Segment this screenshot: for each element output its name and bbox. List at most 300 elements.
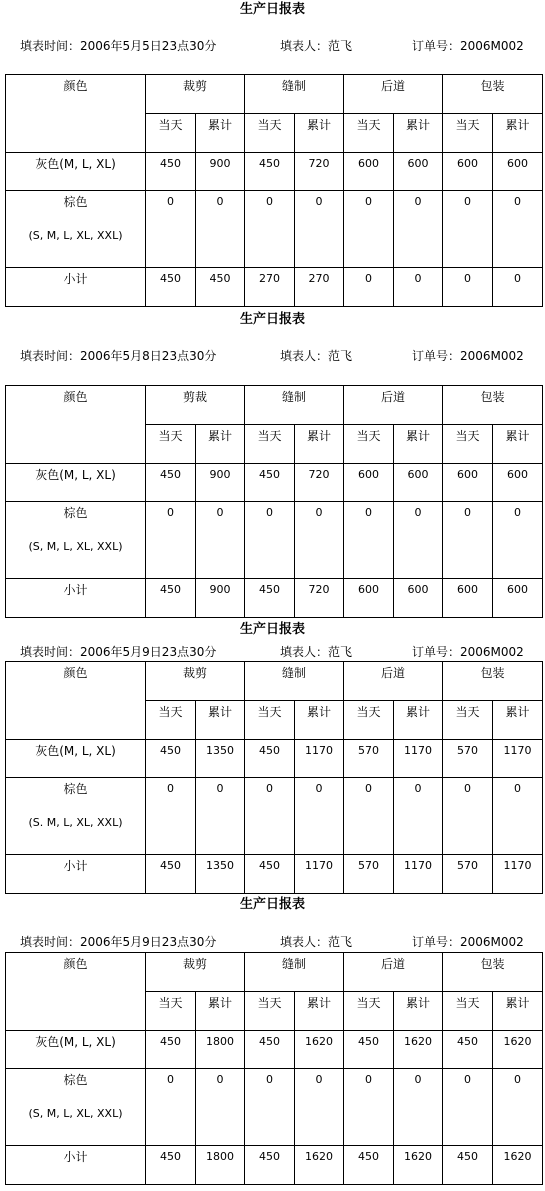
header-row: [6, 662, 543, 701]
fill-date: 填表时间：2006年5月9日23点30分: [20, 645, 217, 659]
color-header: [6, 75, 146, 153]
stage-header-label: 缝制: [282, 79, 307, 93]
value: 600: [507, 157, 529, 170]
value-cell: [146, 579, 196, 618]
value-cell: [146, 153, 196, 191]
value-cell: [295, 740, 344, 778]
value-cell: [394, 502, 443, 579]
value: 0: [266, 1073, 274, 1086]
value-cell: [146, 464, 196, 502]
value: 570: [358, 744, 380, 757]
value: 1620: [305, 1150, 334, 1163]
value: 450: [457, 1150, 479, 1163]
value-cell: [344, 855, 394, 894]
subheader-label: 当天: [158, 429, 183, 443]
value: 0: [216, 195, 224, 208]
stage-header: [146, 953, 245, 992]
subheader-label: 当天: [257, 429, 282, 443]
subheader-label: 累计: [307, 705, 332, 719]
value: 0: [414, 195, 422, 208]
value-cell: [196, 855, 245, 894]
fill-date: 填表时间：2006年5月5日23点30分: [20, 39, 217, 53]
value-cell: [394, 855, 443, 894]
value-cell: [146, 268, 196, 307]
subheader-label: 当天: [158, 705, 183, 719]
subheader-label: 当天: [257, 996, 282, 1010]
subheader-label: 累计: [406, 705, 431, 719]
row-name-cell: [6, 778, 146, 855]
value: 1170: [404, 859, 433, 872]
value-cell: [146, 502, 196, 579]
value-cell: [493, 740, 543, 778]
value: 0: [315, 782, 323, 795]
value-cell: [245, 464, 295, 502]
subheader-cell: [196, 992, 245, 1031]
subheader-cell: [245, 114, 295, 153]
subheader-label: 累计: [307, 996, 332, 1010]
subheader-cell: [443, 701, 493, 740]
filler-name: 填表人：范飞: [280, 349, 353, 363]
row-size-range: (S, M, L, XL, XXL): [28, 1107, 123, 1120]
value-cell: [295, 464, 344, 502]
subheader-label: 当天: [356, 429, 381, 443]
fill-date: 填表时间：2006年5月9日23点30分: [20, 935, 217, 949]
subheader-cell: [344, 114, 394, 153]
row-name-cell: [6, 855, 146, 894]
row-name: 棕色: [63, 195, 88, 209]
subheader-label: 累计: [307, 118, 332, 132]
subheader-label: 当天: [356, 118, 381, 132]
value-cell: [146, 778, 196, 855]
row-name-cell: [6, 1069, 146, 1146]
subheader-cell: [295, 114, 344, 153]
row-name-cell: [6, 740, 146, 778]
header-row: [6, 75, 543, 114]
value: 570: [457, 859, 479, 872]
stage-header-label: 后道: [381, 79, 406, 93]
table-row: [6, 579, 543, 618]
subheader-label: 累计: [406, 996, 431, 1010]
subheader-cell: [344, 425, 394, 464]
value: 0: [167, 506, 174, 519]
subheader-label: 累计: [208, 705, 233, 719]
stage-header-label: 后道: [381, 957, 406, 971]
stage-header-label: 包装: [480, 79, 505, 93]
subheader-label: 累计: [505, 996, 530, 1010]
table-row: [6, 191, 543, 268]
row-name: 小计: [63, 1150, 88, 1164]
report-title: 生产日报表: [239, 312, 305, 327]
value: 600: [358, 157, 380, 170]
value-cell: [245, 191, 295, 268]
value: 570: [457, 744, 479, 757]
value-cell: [196, 1146, 245, 1185]
color-header: [6, 662, 146, 740]
value: 0: [414, 272, 422, 285]
subheader-label: 当天: [158, 996, 183, 1010]
value: 600: [358, 583, 380, 596]
value: 0: [315, 195, 323, 208]
value-cell: [146, 740, 196, 778]
filler-name: 填表人：范飞: [280, 935, 353, 949]
filler-name: 填表人：范飞: [280, 645, 353, 659]
value: 450: [358, 1150, 380, 1163]
value-cell: [245, 1069, 295, 1146]
subheader-label: 累计: [505, 429, 530, 443]
value: 900: [209, 468, 231, 481]
value: 1170: [305, 859, 334, 872]
report-title: 生产日报表: [239, 897, 305, 912]
value: 0: [365, 195, 373, 208]
value: 600: [407, 583, 429, 596]
value-cell: [493, 855, 543, 894]
subheader-cell: [493, 425, 543, 464]
value-cell: [344, 153, 394, 191]
value: 0: [266, 195, 274, 208]
color-header-label: 颜色: [63, 957, 88, 971]
order-number: 订单号：2006M002: [412, 935, 524, 949]
value-cell: [295, 1146, 344, 1185]
value: 720: [308, 157, 330, 170]
value: 0: [365, 782, 373, 795]
stage-header: [443, 386, 543, 425]
subheader-cell: [493, 701, 543, 740]
stage-header: [344, 386, 443, 425]
value-cell: [344, 579, 394, 618]
value-cell: [344, 268, 394, 307]
value: 0: [464, 506, 472, 519]
stage-header: [245, 75, 344, 114]
value: 450: [259, 1035, 281, 1048]
subheader-label: 累计: [406, 429, 431, 443]
value-cell: [295, 1069, 344, 1146]
value-cell: [443, 778, 493, 855]
table-row: [6, 1031, 543, 1069]
subheader-cell: [245, 992, 295, 1031]
value: 0: [216, 782, 224, 795]
stage-header-label: 剪裁: [183, 390, 208, 404]
table-row: [6, 268, 543, 307]
stage-header-label: 后道: [381, 390, 406, 404]
color-header: [6, 386, 146, 464]
stage-header: [245, 662, 344, 701]
value-cell: [344, 1069, 394, 1146]
stage-header: [245, 386, 344, 425]
value: 450: [160, 468, 181, 481]
subheader-cell: [245, 701, 295, 740]
row-name: 小计: [63, 859, 88, 873]
value-cell: [196, 502, 245, 579]
value-cell: [493, 268, 543, 307]
row-name-cell: [6, 191, 146, 268]
value-cell: [443, 855, 493, 894]
value-cell: [196, 579, 245, 618]
value: 900: [209, 583, 231, 596]
stage-header-label: 裁剪: [183, 79, 208, 93]
value: 0: [365, 506, 373, 519]
value-cell: [146, 855, 196, 894]
value: 1170: [503, 859, 532, 872]
table-row: [6, 1146, 543, 1185]
value-cell: [344, 191, 394, 268]
value-cell: [146, 1069, 196, 1146]
value-cell: [295, 778, 344, 855]
table-row: [6, 502, 543, 579]
value: 0: [464, 1073, 472, 1086]
value-cell: [394, 740, 443, 778]
filler-name: 填表人：范飞: [280, 39, 353, 53]
subheader-label: 累计: [505, 118, 530, 132]
value: 450: [160, 583, 181, 596]
stage-header-label: 缝制: [282, 390, 307, 404]
subheader-cell: [295, 992, 344, 1031]
subheader-label: 累计: [406, 118, 431, 132]
production-table: [5, 952, 543, 1185]
row-name: 小计: [63, 583, 88, 597]
report-title: 生产日报表: [239, 2, 305, 17]
value: 600: [407, 468, 429, 481]
value-cell: [493, 1146, 543, 1185]
value-cell: [245, 502, 295, 579]
stage-header: [146, 75, 245, 114]
value: 0: [464, 195, 472, 208]
stage-header: [146, 386, 245, 425]
value-cell: [394, 153, 443, 191]
value: 600: [358, 468, 380, 481]
value-cell: [443, 153, 493, 191]
value-cell: [295, 268, 344, 307]
value-cell: [245, 1031, 295, 1069]
value: 450: [209, 272, 231, 285]
subheader-label: 当天: [257, 705, 282, 719]
value: 0: [365, 272, 373, 285]
stage-header: [245, 953, 344, 992]
value: 1620: [404, 1035, 433, 1048]
value-cell: [245, 778, 295, 855]
subheader-label: 累计: [505, 705, 530, 719]
value: 900: [209, 157, 231, 170]
color-header-label: 颜色: [63, 666, 88, 680]
row-size-range: (S, M, L, XL, XXL): [28, 229, 123, 242]
value: 1800: [206, 1150, 234, 1163]
value: 270: [259, 272, 281, 285]
row-name-cell: [6, 268, 146, 307]
value: 0: [514, 1073, 522, 1086]
value-cell: [443, 191, 493, 268]
value-cell: [196, 778, 245, 855]
order-number: 订单号：2006M002: [412, 645, 524, 659]
fill-date: 填表时间：2006年5月8日23点30分: [20, 349, 217, 363]
value: 0: [464, 272, 472, 285]
stage-header: [146, 662, 245, 701]
value-cell: [295, 579, 344, 618]
value: 450: [160, 1150, 181, 1163]
value: 270: [308, 272, 330, 285]
subheader-label: 当天: [455, 996, 480, 1010]
value-cell: [493, 464, 543, 502]
value: 1170: [305, 744, 334, 757]
value: 0: [167, 195, 174, 208]
stage-header-label: 缝制: [282, 666, 307, 680]
report-meta: [0, 38, 545, 54]
value-cell: [196, 464, 245, 502]
value-cell: [295, 191, 344, 268]
value: 0: [514, 272, 522, 285]
value-cell: [394, 778, 443, 855]
value-cell: [493, 1069, 543, 1146]
value: 0: [315, 1073, 323, 1086]
value: 600: [457, 468, 479, 481]
row-name-cell: [6, 579, 146, 618]
subheader-cell: [394, 992, 443, 1031]
row-name: 小计: [63, 272, 88, 286]
row-name: 灰色(M, L, XL): [35, 744, 116, 758]
value-cell: [146, 1031, 196, 1069]
header-row: [6, 953, 543, 992]
report-meta: [0, 348, 545, 364]
subheader-cell: [443, 114, 493, 153]
subheader-label: 累计: [208, 429, 233, 443]
value: 450: [160, 859, 181, 872]
stage-header: [344, 75, 443, 114]
subheader-cell: [394, 425, 443, 464]
value: 450: [160, 157, 181, 170]
value: 720: [308, 583, 330, 596]
value-cell: [443, 740, 493, 778]
value-cell: [394, 1146, 443, 1185]
stage-header: [344, 662, 443, 701]
subheader-cell: [146, 114, 196, 153]
value: 450: [259, 859, 281, 872]
value: 450: [259, 157, 281, 170]
value: 450: [259, 468, 281, 481]
value: 600: [507, 583, 529, 596]
table-row: [6, 740, 543, 778]
value: 0: [414, 782, 422, 795]
value-cell: [493, 153, 543, 191]
table-row: [6, 153, 543, 191]
color-header-label: 颜色: [63, 390, 88, 404]
subheader-cell: [344, 701, 394, 740]
stage-header: [443, 662, 543, 701]
row-name: 棕色: [63, 506, 88, 520]
value: 1170: [404, 744, 433, 757]
value-cell: [295, 855, 344, 894]
value: 0: [266, 782, 274, 795]
subheader-cell: [295, 701, 344, 740]
value: 0: [216, 1073, 224, 1086]
value: 1620: [503, 1150, 532, 1163]
value-cell: [394, 579, 443, 618]
value: 1350: [206, 859, 234, 872]
row-name: 灰色(M, L, XL): [35, 468, 116, 482]
value: 0: [414, 1073, 422, 1086]
value: 0: [514, 195, 522, 208]
subheader-cell: [146, 701, 196, 740]
value: 1170: [503, 744, 532, 757]
report-title: 生产日报表: [239, 622, 305, 637]
value-cell: [493, 579, 543, 618]
value: 0: [315, 506, 323, 519]
value: 600: [457, 583, 479, 596]
stage-header-label: 后道: [381, 666, 406, 680]
value: 0: [365, 1073, 373, 1086]
value: 450: [457, 1035, 479, 1048]
subheader-label: 累计: [208, 118, 233, 132]
value-cell: [443, 1069, 493, 1146]
stage-header-label: 裁剪: [183, 666, 208, 680]
value-cell: [443, 1146, 493, 1185]
subheader-label: 当天: [455, 429, 480, 443]
value: 0: [514, 506, 522, 519]
value: 450: [259, 744, 281, 757]
value: 0: [167, 1073, 174, 1086]
report-meta: [0, 934, 545, 950]
table-row: [6, 1069, 543, 1146]
subheader-cell: [394, 114, 443, 153]
value-cell: [295, 502, 344, 579]
value-cell: [493, 1031, 543, 1069]
subheader-label: 当天: [158, 118, 183, 132]
table-row: [6, 778, 543, 855]
header-row: [6, 386, 543, 425]
subheader-cell: [394, 701, 443, 740]
color-header: [6, 953, 146, 1031]
value: 0: [216, 506, 224, 519]
subheader-label: 当天: [455, 118, 480, 132]
value-cell: [245, 579, 295, 618]
stage-header: [443, 953, 543, 992]
value: 0: [167, 782, 174, 795]
row-name-cell: [6, 1146, 146, 1185]
subheader-cell: [196, 701, 245, 740]
value: 600: [407, 157, 429, 170]
stage-header-label: 包装: [480, 957, 505, 971]
value: 450: [358, 1035, 380, 1048]
value: 0: [514, 782, 522, 795]
subheader-cell: [196, 425, 245, 464]
value-cell: [344, 502, 394, 579]
production-table: [5, 74, 543, 307]
value-cell: [394, 1031, 443, 1069]
value: 450: [259, 583, 281, 596]
value: 1620: [503, 1035, 532, 1048]
subheader-label: 当天: [257, 118, 282, 132]
value: 1350: [206, 744, 234, 757]
subheader-cell: [146, 425, 196, 464]
subheader-cell: [493, 992, 543, 1031]
value-cell: [394, 1069, 443, 1146]
stage-header: [344, 953, 443, 992]
value-cell: [443, 1031, 493, 1069]
value: 0: [414, 506, 422, 519]
row-name-cell: [6, 464, 146, 502]
value: 1620: [404, 1150, 433, 1163]
subheader-cell: [196, 114, 245, 153]
value: 1800: [206, 1035, 234, 1048]
row-size-range: (S. M, L, XL, XXL): [28, 816, 123, 829]
value-cell: [245, 740, 295, 778]
value-cell: [443, 502, 493, 579]
row-name-cell: [6, 153, 146, 191]
subheader-cell: [493, 114, 543, 153]
value: 450: [160, 272, 181, 285]
value-cell: [394, 191, 443, 268]
value: 0: [464, 782, 472, 795]
value-cell: [493, 502, 543, 579]
row-size-range: (S, M, L, XL, XXL): [28, 540, 123, 553]
production-table: [5, 385, 543, 618]
